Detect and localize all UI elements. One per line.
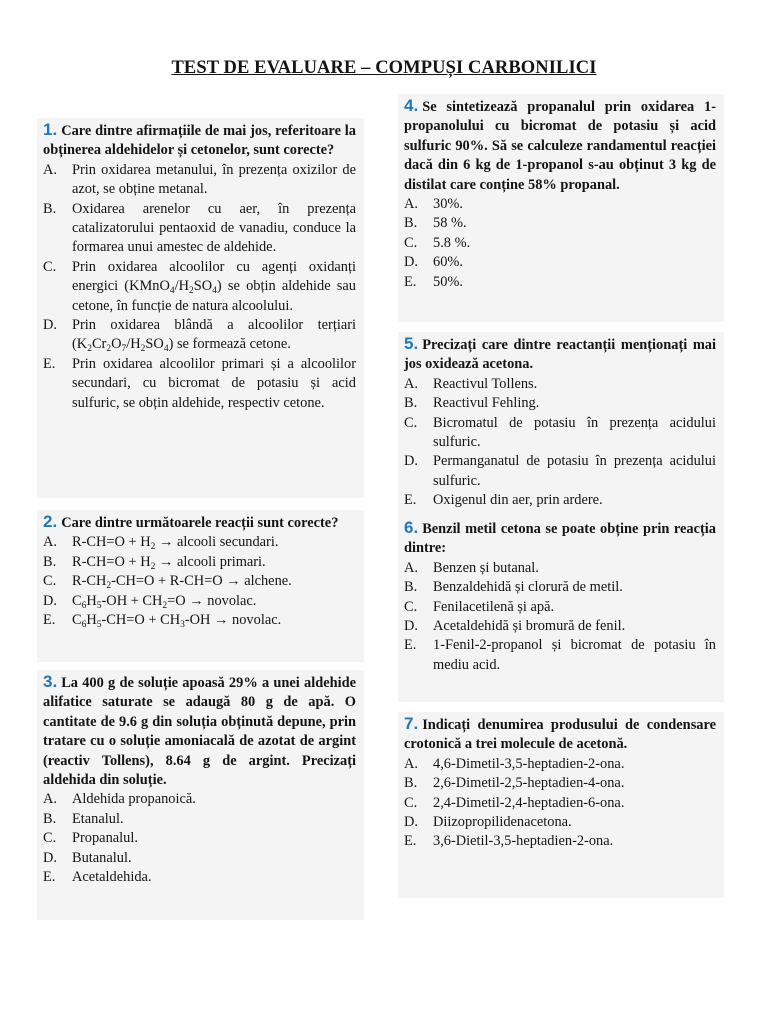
option-text: Prin oxidarea alcoolilor primari și a alcoolilor secundari, cu bicromat de potasiu și acid sulfuric, se obțin aldehide, respectiv cetone. <box>72 355 356 411</box>
question-block <box>398 332 724 516</box>
answer-option <box>404 195 716 214</box>
answer-option <box>404 578 716 597</box>
answer-option <box>43 553 356 572</box>
question-text <box>404 96 716 195</box>
question-prompt: Care dintre afirmațiile de mai jos, referitoare la obținerea aldehidelor și cetonelor, sunt corecte? <box>43 123 356 159</box>
option-text: Reactivul Tollens. <box>433 375 538 392</box>
answer-option <box>43 161 356 200</box>
option-text: 4,6-Dimetil-3,5-heptadien-2-ona. <box>433 755 625 772</box>
question-block <box>398 94 724 322</box>
option-letter: A. <box>404 755 418 772</box>
option-text: Oxidarea arenelor cu aer, în prezența catalizatorului pentaoxid de vanadiu, conduce la formarea unui amestec de aldehide. <box>72 200 356 256</box>
answer-option <box>43 810 356 829</box>
question-block <box>398 712 724 898</box>
option-text: 2,6-Dimetil-2,5-heptadien-4-ona. <box>433 775 625 792</box>
answer-option <box>43 258 356 316</box>
option-text: Reactivul Fehling. <box>433 395 540 412</box>
question-text <box>404 334 716 375</box>
answer-option <box>43 355 356 413</box>
option-text: Prin oxidarea blândă a alcoolilor terțiari $(K_2Cr_2O_7/H_2SO_4)$ se formează cetone. <box>72 317 356 355</box>
answer-option <box>404 273 716 292</box>
option-letter: E. <box>43 869 56 886</box>
option-text: Bicromatul de potasiu în prezența acidului sulfuric. <box>433 414 716 451</box>
option-letter: B. <box>404 395 418 412</box>
option-text: Permanganatul de potasiu în prezența acidului sulfuric. <box>433 453 716 489</box>
answer-option <box>404 636 716 675</box>
question-prompt: La 400 g de soluție apoasă 29% a unei aldehide alifatice saturate se adaugă 80 g de apă. O cantitate de 9.6 g din soluția obținută depune, prin tratare cu o soluție amoniacală de azotat de argint (reactiv Tollens), 8.64 g de argint. Precizați aldehida din soluție. <box>43 675 356 789</box>
option-text: Benzen și butanal. <box>433 559 539 576</box>
question-prompt: Precizați care dintre reactanții menționați mai jos oxidează acetona. <box>404 337 716 373</box>
question-number: 2. <box>43 512 58 531</box>
answer-option <box>404 394 716 413</box>
option-letter: C. <box>404 598 418 615</box>
answer-option <box>43 849 356 868</box>
answer-option <box>404 414 716 453</box>
question-number: 5. <box>404 334 419 353</box>
option-letter: C. <box>404 414 418 431</box>
question-number: 7. <box>404 714 419 733</box>
answer-option <box>404 774 716 793</box>
option-letter: E. <box>43 612 56 629</box>
option-text: 2,4-Dimetil-2,4-heptadien-6-ona. <box>433 794 625 811</box>
option-text: Etanalul. <box>72 810 124 827</box>
question-prompt: Care dintre următoarele reacții sunt corecte? <box>61 515 339 531</box>
option-letter: A. <box>404 196 418 213</box>
option-letter: C. <box>43 830 57 847</box>
option-letter: B. <box>43 200 57 217</box>
option-text: Propanalul. <box>72 830 138 847</box>
question-text <box>404 518 716 559</box>
option-letter: E. <box>404 833 417 850</box>
option-text: 58 %. <box>433 215 467 232</box>
option-text: Acetaldehidă și bromură de fenil. <box>433 618 626 635</box>
option-text: 5.8 %. <box>433 234 471 251</box>
option-text: 60%. <box>433 254 463 271</box>
option-text: 1-Fenil-2-propanol și bicromat de potasiu în mediu acid. <box>433 637 716 673</box>
answer-option <box>43 868 356 887</box>
answer-option <box>404 755 716 774</box>
option-text: Fenilacetilenă și apă. <box>433 598 555 615</box>
answer-option <box>404 794 716 813</box>
option-letter: B. <box>404 215 418 232</box>
option-text: 3,6-Dietil-3,5-heptadien-2-ona. <box>433 833 614 850</box>
answer-option <box>43 790 356 809</box>
option-letter: E. <box>404 273 417 290</box>
option-text: 50%. <box>433 273 463 290</box>
option-text: Benzaldehidă și clorură de metil. <box>433 579 623 596</box>
option-text: Butanalul. <box>72 849 132 866</box>
option-letter: A. <box>43 534 57 551</box>
option-letter: B. <box>404 579 418 596</box>
question-block <box>37 510 364 662</box>
option-letter: D. <box>404 453 418 470</box>
answer-option <box>404 253 716 272</box>
answer-option <box>404 491 716 510</box>
option-letter: C. <box>404 794 418 811</box>
answer-option <box>404 234 716 253</box>
answer-option <box>43 200 356 258</box>
option-letter: E. <box>404 492 417 509</box>
option-letter: A. <box>404 559 418 576</box>
option-letter: D. <box>43 317 57 334</box>
answer-option <box>43 316 356 355</box>
question-text <box>404 714 716 755</box>
answer-option <box>404 214 716 233</box>
option-text: $R-CH=O + H_2$ → alcooli secundari. <box>72 534 279 553</box>
option-text: $R-CH_2-CH=O + R-CH=O$ → alchene. <box>72 573 292 592</box>
question-text <box>43 120 356 161</box>
question-block <box>37 118 364 498</box>
answer-option <box>43 533 356 552</box>
option-text: $R-CH=O + H_2$ → alcooli primari. <box>72 553 266 572</box>
question-prompt: Benzil metil cetona se poate obține prin reacția dintre: <box>404 521 716 557</box>
answer-option <box>404 832 716 851</box>
question-block <box>37 670 364 920</box>
question-text <box>43 672 356 790</box>
option-text: $C_6H_5-CH=O + CH_3-OH$ → novolac. <box>72 612 282 631</box>
option-letter: C. <box>404 234 418 251</box>
question-block <box>398 516 724 702</box>
question-prompt: Se sintetizează propanalul prin oxidarea 1-propanolului cu bicromat de potasiu și acid sulfuric 90%. Să se calculeze randamentul reacției dacă din 6 kg de 1-propanol s-au obținut 3 kg de distilat care conține 58% propanal. <box>404 99 716 193</box>
option-letter: D. <box>43 849 57 866</box>
option-text: $C_6H_5-OH + CH_2=O$ → novolac. <box>72 592 257 611</box>
option-letter: D. <box>404 254 418 271</box>
option-letter: D. <box>404 618 418 635</box>
option-letter: D. <box>43 592 57 609</box>
option-letter: A. <box>404 375 418 392</box>
option-letter: C. <box>43 258 57 275</box>
answer-option <box>43 572 356 591</box>
option-text: Aldehida propanoică. <box>72 791 196 808</box>
option-text: Prin oxidarea metanului, în prezența oxizilor de azot, se obține metanal. <box>72 161 356 198</box>
answer-option <box>404 559 716 578</box>
option-text: Acetaldehida. <box>72 869 152 886</box>
question-number: 6. <box>404 518 419 537</box>
option-letter: B. <box>404 775 418 792</box>
option-letter: A. <box>43 791 57 808</box>
answer-option <box>404 813 716 832</box>
answer-option <box>404 617 716 636</box>
option-text: 30%. <box>433 196 463 213</box>
option-letter: D. <box>404 814 418 831</box>
option-letter: B. <box>43 810 57 827</box>
answer-option <box>43 829 356 848</box>
option-letter: E. <box>43 355 56 372</box>
question-number: 1. <box>43 120 58 139</box>
question-number: 4. <box>404 96 419 115</box>
option-letter: C. <box>43 573 57 590</box>
option-letter: E. <box>404 637 417 654</box>
option-letter: B. <box>43 553 57 570</box>
answer-option <box>43 592 356 611</box>
answer-option <box>43 611 356 630</box>
answer-option <box>404 375 716 394</box>
page-title: TEST DE EVALUARE – COMPUȘI CARBONILICI <box>171 58 597 78</box>
answer-option <box>404 452 716 491</box>
option-text: Prin oxidarea alcoolilor cu agenți oxidanți energici $(KMnO_4/H_2SO_4)$ se obțin aldehide sau cetone, în funcție de natura alcoolului. <box>72 258 356 314</box>
question-prompt: Indicați denumirea produsului de condensare crotonică a trei molecule de acetonă. <box>404 717 716 753</box>
option-text: Diizopropilidenacetona. <box>433 814 572 831</box>
option-text: Oxigenul din aer, prin ardere. <box>433 492 603 509</box>
answer-option <box>404 598 716 617</box>
option-letter: A. <box>43 161 57 178</box>
question-text <box>43 512 356 533</box>
question-number: 3. <box>43 672 58 691</box>
